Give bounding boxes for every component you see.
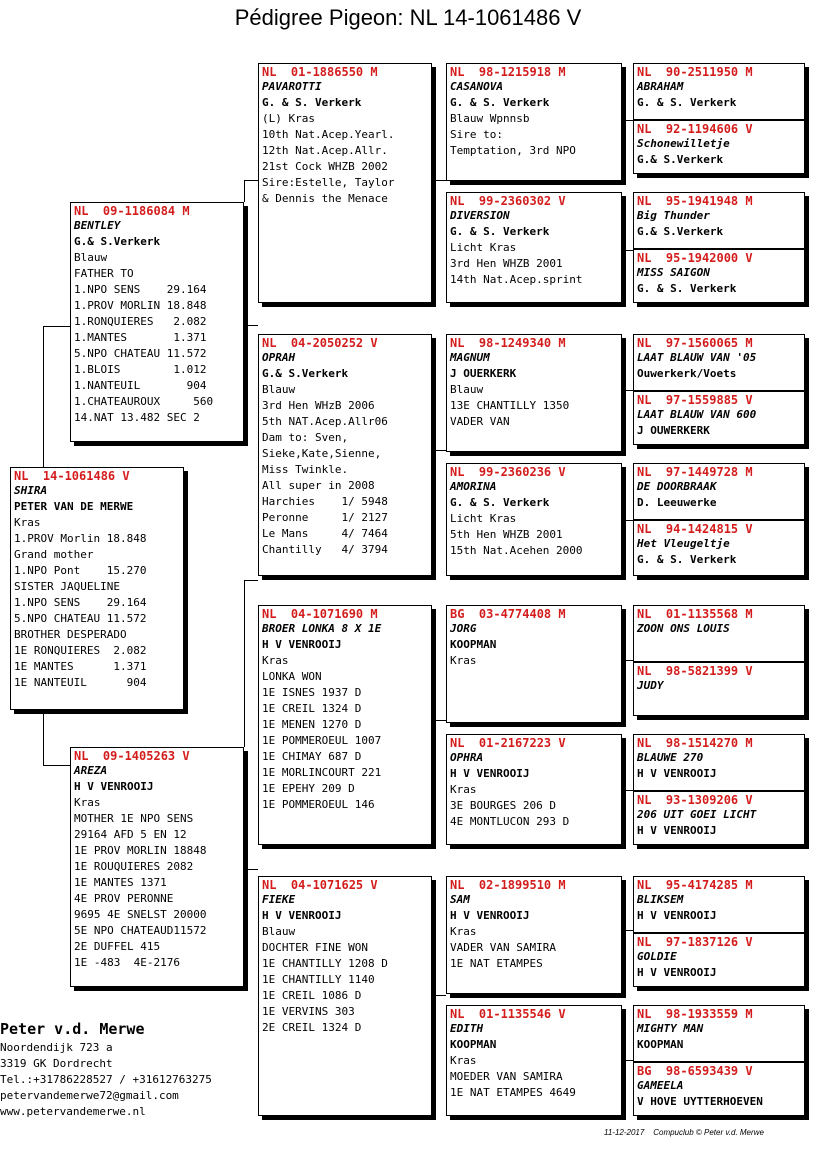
ring-number: NL 02-1899510 M — [450, 878, 566, 892]
detail-line: 5th Hen WHZB 2001 — [450, 528, 563, 541]
connector-line — [244, 325, 245, 445]
detail-line: 15th Nat.Acehen 2000 — [450, 544, 583, 557]
footer-credit: 11-12-2017 Compuclub © Peter v.d. Merwe — [604, 1128, 764, 1137]
breeder-name: Peter v.d. Merwe — [0, 1020, 145, 1038]
detail-line: 1E ISNES 1937 D — [262, 686, 362, 699]
detail-line: Kras — [450, 783, 477, 796]
connector-line — [244, 325, 258, 326]
owner-name: G. & S. Verkerk — [637, 96, 737, 109]
detail-line: 3rd Hen WHZB 2001 — [450, 257, 563, 270]
detail-line: Blauw — [74, 251, 108, 264]
detail-line: 14th Nat.Acep.sprint — [450, 273, 583, 286]
ring-number: NL 99-2360236 V — [450, 465, 566, 479]
owner-name: H V VENROOIJ — [637, 966, 717, 979]
pigeon-card[interactable] — [633, 120, 805, 174]
pigeon-name: JUDY — [637, 679, 664, 692]
detail-line: 1E PROV MORLIN 18848 — [74, 844, 207, 857]
owner-name: H V VENROOIJ — [74, 780, 154, 793]
owner-name: J OUERKERK — [450, 367, 517, 380]
detail-line: 4E MONTLUCON 293 D — [450, 815, 570, 828]
ring-number: NL 01-1135546 V — [450, 1007, 566, 1021]
detail-line: 1.RONQUIERES 2.082 — [74, 315, 207, 328]
detail-line: 1E MENEN 1270 D — [262, 718, 362, 731]
detail-line: 5th NAT.Acep.Allr06 — [262, 415, 388, 428]
detail-line: 1E NAT ETAMPES 4649 — [450, 1086, 576, 1099]
detail-line: FATHER TO — [74, 267, 134, 280]
detail-line: Blauw — [262, 925, 296, 938]
breeder-address: Noordendijk 723 a — [0, 1041, 113, 1054]
connector-line — [433, 180, 446, 181]
detail-line: 1E CHIMAY 687 D — [262, 750, 362, 763]
detail-line: 1.BLOIS 1.012 — [74, 363, 207, 376]
detail-line: 29164 AFD 5 EN 12 — [74, 828, 187, 841]
detail-line: Licht Kras — [450, 512, 517, 525]
ring-number: NL 99-2360302 V — [450, 194, 566, 208]
ring-number: NL 04-1071625 V — [262, 878, 378, 892]
connector-line — [43, 711, 44, 766]
owner-name: KOOPMAN — [637, 1038, 684, 1051]
owner-name: V HOVE UYTTERHOEVEN — [637, 1095, 763, 1108]
detail-line: Dam to: Sven, — [262, 431, 349, 444]
pigeon-card[interactable] — [633, 391, 805, 445]
owner-name: G.& S.Verkerk — [262, 367, 349, 380]
detail-line: 5.NPO CHATEAU 11.572 — [14, 612, 147, 625]
ring-number: BG 98-6593439 V — [637, 1064, 753, 1078]
pigeon-card[interactable] — [70, 747, 244, 987]
detail-line: Kras — [450, 925, 477, 938]
detail-line: 1.PROV Morlin 18.848 — [14, 532, 147, 545]
pigeon-card[interactable] — [633, 192, 805, 249]
pigeon-name: AMORINA — [450, 480, 497, 493]
owner-name: KOOPMAN — [450, 1038, 497, 1051]
owner-name: D. Leeuwerke — [637, 496, 717, 509]
pigeon-card[interactable] — [446, 876, 622, 994]
pigeon-name: MISS SAIGON — [637, 266, 710, 279]
pigeon-name: Big Thunder — [637, 209, 710, 222]
detail-line: All super in 2008 — [262, 479, 375, 492]
detail-line: 1.NPO SENS 29.164 — [74, 283, 207, 296]
detail-line: Le Mans 4/ 7464 — [262, 527, 388, 540]
pigeon-card[interactable] — [258, 63, 432, 303]
connector-line — [433, 450, 446, 451]
ring-number: NL 90-2511950 M — [637, 65, 753, 79]
owner-name: G.& S.Verkerk — [74, 235, 161, 248]
ring-number: NL 09-1405263 V — [74, 749, 190, 763]
detail-line: 1E NAT ETAMPES — [450, 957, 543, 970]
ring-number: NL 04-1071690 M — [262, 607, 378, 621]
pigeon-name: ZOON ONS LOUIS — [637, 622, 730, 635]
ring-number: NL 98-1249340 M — [450, 336, 566, 350]
pigeon-name: SHIRA — [14, 484, 48, 497]
connector-line — [43, 326, 70, 327]
pigeon-name: BLIKSEM — [637, 893, 684, 906]
detail-line: 13E CHANTILLY 1350 — [450, 399, 570, 412]
owner-name: H V VENROOIJ — [450, 909, 530, 922]
detail-line: Kras — [262, 654, 289, 667]
ring-number: NL 98-1215918 M — [450, 65, 566, 79]
detail-line: Chantilly 4/ 3794 — [262, 543, 388, 556]
pigeon-card[interactable] — [258, 605, 432, 845]
owner-name: G. & S. Verkerk — [450, 225, 550, 238]
detail-line: 1.NPO Pont 15.270 — [14, 564, 147, 577]
connector-line — [623, 1060, 633, 1061]
detail-line: VADER VAN SAMIRA — [450, 941, 556, 954]
detail-line: Peronne 1/ 2127 — [262, 511, 388, 524]
ring-number: NL 93-1309206 V — [637, 793, 753, 807]
detail-line: Grand mother — [14, 548, 94, 561]
detail-line: 2E DUFFEL 415 — [74, 940, 161, 953]
detail-line: 1E MORLINCOURT 221 — [262, 766, 382, 779]
detail-line: 1.PROV MORLIN 18.848 — [74, 299, 207, 312]
detail-line: Blauw — [262, 383, 296, 396]
connector-line — [433, 995, 446, 996]
owner-name: G.& S.Verkerk — [637, 225, 724, 238]
detail-line: Harchies 1/ 5948 — [262, 495, 388, 508]
connector-line — [244, 869, 245, 989]
pigeon-card[interactable] — [633, 463, 805, 520]
owner-name: G. & S. Verkerk — [262, 96, 362, 109]
connector-line — [623, 250, 633, 251]
detail-line: Kras — [14, 516, 41, 529]
detail-line: Blauw Wpnnsb — [450, 112, 530, 125]
ring-number: NL 95-4174285 M — [637, 878, 753, 892]
detail-line: DOCHTER FINE WON — [262, 941, 368, 954]
detail-line: 1E POMMEROEUL 146 — [262, 798, 375, 811]
detail-line: SISTER JAQUELINE — [14, 580, 120, 593]
detail-line: Kras — [450, 654, 477, 667]
detail-line: Sire to: — [450, 128, 503, 141]
detail-line: Kras — [74, 796, 101, 809]
pigeon-name: Het Vleugeltje — [637, 537, 730, 550]
pigeon-card[interactable] — [70, 202, 244, 442]
pigeon-card[interactable] — [633, 791, 805, 845]
ring-number: NL 97-1449728 M — [637, 465, 753, 479]
detail-line: VADER VAN — [450, 415, 510, 428]
pigeon-card[interactable] — [633, 63, 805, 120]
pigeon-card[interactable] — [633, 1062, 805, 1116]
pigeon-card[interactable] — [633, 249, 805, 303]
pigeon-name: FIEKE — [262, 893, 296, 906]
owner-name: H V VENROOIJ — [637, 824, 717, 837]
pigeon-name: ABRAHAM — [637, 80, 684, 93]
ring-number: NL 98-1933559 M — [637, 1007, 753, 1021]
pigeon-name: MIGHTY MAN — [637, 1022, 704, 1035]
detail-line: 1E MANTES 1371 — [74, 876, 167, 889]
page-title: Pédigree Pigeon: NL 14-1061486 V — [234, 5, 582, 30]
pigeon-name: OPHRA — [450, 751, 484, 764]
ring-number: NL 94-1424815 V — [637, 522, 753, 536]
connector-line — [244, 180, 245, 202]
pigeon-name: DIVERSION — [450, 209, 510, 222]
connector-line — [623, 390, 633, 391]
connector-line — [244, 180, 258, 181]
pigeon-card[interactable] — [633, 520, 805, 576]
detail-line: 1E POMMEROEUL 1007 — [262, 734, 382, 747]
pigeon-card[interactable] — [258, 876, 432, 1116]
breeder-phone: Tel.:+31786228527 / +31612763275 — [0, 1073, 212, 1086]
owner-name: G. & S. Verkerk — [637, 553, 737, 566]
detail-line: 21st Cock WHZB 2002 — [262, 160, 388, 173]
ring-number: NL 98-5821399 V — [637, 664, 753, 678]
connector-line — [623, 120, 633, 121]
pigeon-card[interactable] — [633, 876, 805, 933]
detail-line: Blauw — [450, 383, 484, 396]
detail-line: 3rd Hen WHzB 2006 — [262, 399, 375, 412]
pigeon-name: BROER LONKA 8 X 1E — [262, 622, 382, 635]
ring-number: NL 01-2167223 V — [450, 736, 566, 750]
pigeon-card[interactable] — [633, 933, 805, 987]
detail-line: Miss Twinkle. — [262, 463, 349, 476]
pigeon-card[interactable] — [258, 334, 432, 576]
pigeon-name: 206 UIT GOEI LICHT — [637, 808, 757, 821]
pigeon-name: MAGNUM — [450, 351, 490, 364]
pigeon-name: PAVAROTTI — [262, 80, 322, 93]
pigeon-card[interactable] — [446, 1005, 622, 1116]
detail-line: & Dennis the Menace — [262, 192, 388, 205]
detail-line: 5.NPO CHATEAU 11.572 — [74, 347, 207, 360]
connector-line — [623, 660, 633, 661]
ring-number: NL 95-1941948 M — [637, 194, 753, 208]
breeder-email[interactable]: petervandemerwe72@gmail.com — [0, 1089, 179, 1102]
pigeon-card[interactable] — [446, 734, 622, 845]
breeder-info — [0, 1018, 212, 1120]
connector-line — [43, 765, 70, 766]
detail-line: 1E CREIL 1086 D — [262, 989, 362, 1002]
owner-name: H V VENROOIJ — [637, 767, 717, 780]
breeder-website[interactable]: www.petervandemerwe.nl — [0, 1105, 146, 1118]
detail-line: 1E ROUQUIERES 2082 — [74, 860, 194, 873]
detail-line: 1E -483 4E-2176 — [74, 956, 180, 969]
pigeon-card[interactable] — [446, 63, 622, 181]
pigeon-name: AREZA — [74, 764, 108, 777]
ring-number: NL 04-2050252 V — [262, 336, 378, 350]
pigeon-card[interactable] — [446, 463, 622, 576]
ring-number: BG 03-4774408 M — [450, 607, 566, 621]
pigeon-name: LAAT BLAUW VAN 600 — [637, 408, 757, 421]
owner-name: KOOPMAN — [450, 638, 497, 651]
detail-line: 4E PROV PERONNE — [74, 892, 174, 905]
detail-line: Sire:Estelle, Taylor — [262, 176, 395, 189]
connector-line — [623, 930, 633, 931]
detail-line: 1E CHANTILLY 1208 D — [262, 957, 388, 970]
connector-line — [244, 869, 258, 870]
ring-number: NL 09-1186084 M — [74, 204, 190, 218]
connector-line — [433, 720, 446, 721]
detail-line: 5E NPO CHATEAUD11572 — [74, 924, 207, 937]
detail-line: 10th Nat.Acep.Yearl. — [262, 128, 395, 141]
detail-line: 1E VERVINS 303 — [262, 1005, 355, 1018]
owner-name: G. & S. Verkerk — [450, 96, 550, 109]
connector-line — [244, 580, 245, 747]
owner-name: PETER VAN DE MERWE — [14, 500, 134, 513]
ring-number: NL 14-1061486 V — [14, 469, 130, 483]
ring-number: NL 01-1886550 M — [262, 65, 378, 79]
ring-number: NL 98-1514270 M — [637, 736, 753, 750]
detail-line: 9695 4E SNELST 20000 — [74, 908, 207, 921]
ring-number: NL 97-1560065 M — [637, 336, 753, 350]
pigeon-name: JORG — [450, 622, 477, 635]
pigeon-name: SAM — [450, 893, 470, 906]
pigeon-card[interactable] — [10, 467, 184, 710]
pigeon-card[interactable] — [633, 734, 805, 791]
pigeon-name: BLAUWE 270 — [637, 751, 704, 764]
detail-line: 1E EPEHY 209 D — [262, 782, 355, 795]
detail-line: 3E BOURGES 206 D — [450, 799, 556, 812]
pigeon-name: GOLDIE — [637, 950, 677, 963]
connector-line — [623, 520, 633, 521]
pigeon-name: OPRAH — [262, 351, 296, 364]
pigeon-name: GAMEELA — [637, 1079, 684, 1092]
pigeon-name: BENTLEY — [74, 219, 121, 232]
detail-line: 1E CHANTILLY 1140 — [262, 973, 375, 986]
pigeon-name: LAAT BLAUW VAN '05 — [637, 351, 757, 364]
owner-name: J OUWERKERK — [637, 424, 710, 437]
detail-line: Temptation, 3rd NPO — [450, 144, 576, 157]
detail-line: 1.CHATEAUROUX 560 — [74, 395, 214, 408]
detail-line: BROTHER DESPERADO — [14, 628, 127, 641]
pigeon-name: Schonewilletje — [637, 137, 730, 150]
pigeon-card[interactable] — [633, 1005, 805, 1062]
owner-name: H V VENROOIJ — [262, 638, 342, 651]
detail-line: 1.NPO SENS 29.164 — [14, 596, 147, 609]
pigeon-name: DE DOORBRAAK — [637, 480, 717, 493]
owner-name: G.& S.Verkerk — [637, 153, 724, 166]
detail-line: 12th Nat.Acep.Allr. — [262, 144, 388, 157]
detail-line: (L) Kras — [262, 112, 315, 125]
detail-line: Licht Kras — [450, 241, 517, 254]
pigeon-card[interactable] — [633, 334, 805, 391]
detail-line: 14.NAT 13.482 SEC 2 — [74, 411, 200, 424]
detail-line: Sieke,Kate,Sienne, — [262, 447, 382, 460]
owner-name: G. & S. Verkerk — [637, 282, 737, 295]
ring-number: NL 97-1559885 V — [637, 393, 753, 407]
detail-line: MOTHER 1E NPO SENS — [74, 812, 194, 825]
detail-line: 1.MANTES 1.371 — [74, 331, 207, 344]
owner-name: Ouwerkerk/Voets — [637, 367, 737, 380]
owner-name: H V VENROOIJ — [637, 909, 717, 922]
ring-number: NL 01-1135568 M — [637, 607, 753, 621]
pigeon-card[interactable] — [633, 662, 805, 716]
breeder-city: 3319 GK Dordrecht — [0, 1057, 113, 1070]
pigeon-name: EDITH — [450, 1022, 484, 1035]
detail-line: 1.NANTEUIL 904 — [74, 379, 207, 392]
detail-line: 1E CREIL 1324 D — [262, 702, 362, 715]
detail-line: Kras — [450, 1054, 477, 1067]
pigeon-name: CASANOVA — [450, 80, 503, 93]
pigeon-card[interactable] — [446, 605, 622, 723]
connector-line — [43, 326, 44, 468]
connector-line — [244, 580, 258, 581]
ring-number: NL 95-1942000 V — [637, 251, 753, 265]
ring-number: NL 97-1837126 V — [637, 935, 753, 949]
ring-number: NL 92-1194606 V — [637, 122, 753, 136]
pigeon-card[interactable] — [633, 605, 805, 662]
owner-name: H V VENROOIJ — [262, 909, 342, 922]
detail-line: 1E MANTES 1.371 — [14, 660, 147, 673]
pigeon-card[interactable] — [446, 334, 622, 452]
pigeon-card[interactable] — [446, 192, 622, 303]
connector-line — [623, 790, 633, 791]
owner-name: G. & S. Verkerk — [450, 496, 550, 509]
detail-line: 1E RONQUIERES 2.082 — [14, 644, 147, 657]
detail-line: 1E NANTEUIL 904 — [14, 676, 147, 689]
owner-name: H V VENROOIJ — [450, 767, 530, 780]
detail-line: MOEDER VAN SAMIRA — [450, 1070, 563, 1083]
detail-line: 2E CREIL 1324 D — [262, 1021, 362, 1034]
detail-line: LONKA WON — [262, 670, 322, 683]
